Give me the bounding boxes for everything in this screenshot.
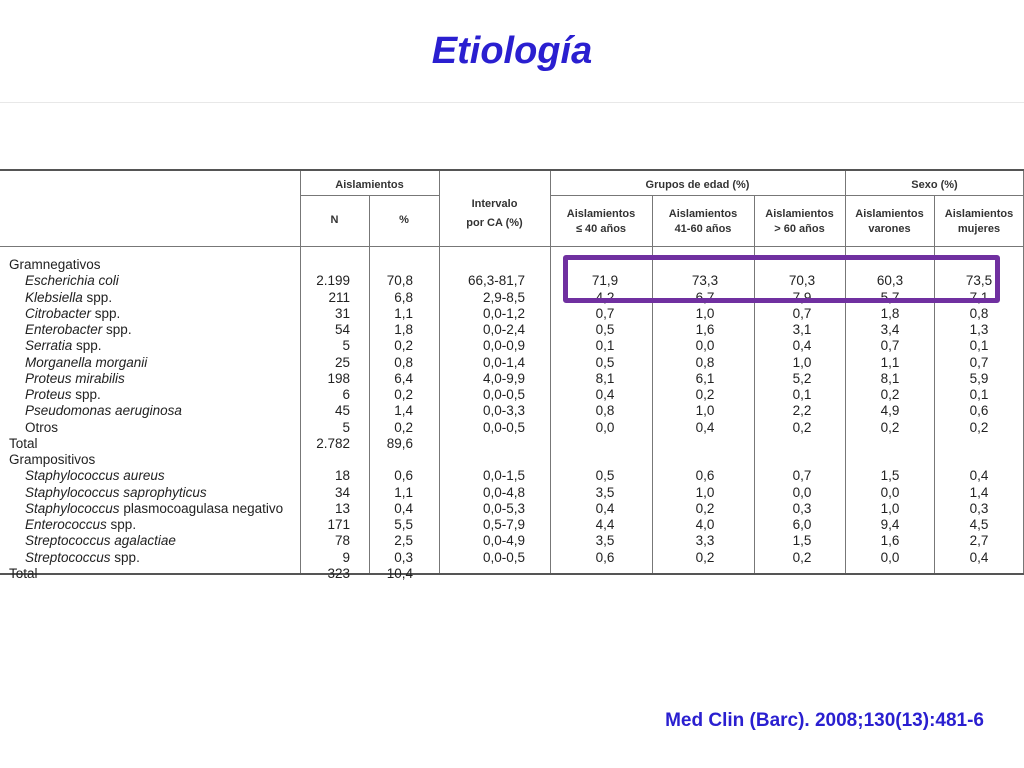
highlight-box [563,255,1000,303]
cell-ci: 0,0-0,5 [482,387,525,402]
cell-a4160: 4,0 [695,517,715,532]
organism-name-main: Citrobacter [25,305,92,321]
cell-a40 [550,436,660,452]
cell-a40: 0,8 [595,403,615,419]
cell-ci: 0,0-0,5 [482,549,525,565]
cell-a60: 7,9 [792,289,812,305]
header-mujeres [934,207,1024,237]
cell-a40: 0,1 [595,338,615,354]
organism-name [9,436,299,452]
cell-n: 323 [327,565,350,581]
cell-pct: 89,6 [386,435,413,451]
cell-n: 54 [334,322,350,337]
cell-var: 8,1 [880,370,900,386]
cell-var [845,436,935,452]
cell-n: 18 [334,468,350,484]
organism-name-main: Gramnegativos [9,257,101,272]
header-line: Aislamientos [566,208,636,220]
organism-name [9,533,299,549]
cell-a4160: 0,2 [695,500,715,516]
cell-a40: 3,5 [595,533,615,549]
cell-a60: 0,2 [792,419,812,435]
cell-a40: 0,6 [595,549,615,565]
cell-a4160: 1,0 [695,305,715,321]
organism-name [9,387,299,403]
cell-a4160 [652,452,758,468]
header-age-60 [754,207,845,237]
cell-a4160: 73,3 [691,273,719,289]
organism-name-main: Total [9,435,38,451]
cell-pct: 1,1 [394,305,413,321]
cell-muj: 2,7 [969,533,989,549]
cell-a4160: 3,3 [695,533,715,549]
cell-a4160: 0,2 [695,549,715,565]
header-line: mujeres [957,223,1001,235]
header-line: Aislamientos [855,208,924,220]
organism-name-main: Enterococcus [25,517,107,532]
header-line: Aislamientos [765,208,834,220]
organism-name-suffix: spp. [110,549,140,565]
cell-pct: 1,8 [394,322,413,337]
cell-ci: 66,3-81,7 [467,273,525,289]
header-grupos-edad: Grupos de edad (%) [645,179,750,191]
cell-a60: 70,3 [788,273,816,289]
cell-a40 [550,452,660,468]
cell-muj: 5,9 [969,370,989,386]
cell-n: 34 [334,484,350,500]
cell-ci: 0,0-1,2 [482,305,525,321]
cell-var: 3,4 [880,322,900,337]
cell-pct: 6,8 [394,289,413,305]
cell-n [300,452,350,468]
organism-name-suffix: spp. [91,305,121,321]
cell-ci [439,257,525,273]
cell-n: 31 [334,305,350,321]
organism-name [9,550,299,566]
cell-ci: 0,0-0,5 [482,419,525,435]
cell-pct: 70,8 [386,273,413,289]
cell-ci: 0,0-5,3 [482,500,525,516]
cell-pct: 0,8 [394,354,413,370]
cell-n: 13 [334,500,350,516]
cell-ci: 0,5-7,9 [482,517,525,532]
cell-a40: 0,4 [595,500,615,516]
organism-name [9,468,299,484]
cell-pct: 2,5 [394,533,413,549]
age-40-column [550,257,660,582]
cell-a40: 4,4 [595,517,615,532]
cell-muj: 0,7 [969,354,989,370]
organism-name-main: Total [9,565,38,581]
organism-name-main: Morganella morganii [25,354,148,370]
cell-var: 0,2 [880,419,900,435]
cell-var: 4,9 [880,403,900,419]
cell-n: 6 [342,387,350,402]
cell-ci [439,452,525,468]
cell-muj: 0,1 [969,387,989,402]
cell-muj: 0,2 [969,419,989,435]
cell-ci: 0,0-2,4 [482,322,525,337]
organism-name [9,273,299,289]
divider [0,246,1024,247]
organism-name-main: Pseudomonas aeruginosa [25,403,182,419]
cell-a40: 0,5 [595,468,615,484]
cell-n: 9 [342,549,350,565]
cell-var: 1,5 [880,468,900,484]
cell-muj: 4,5 [969,517,989,532]
cell-var: 0,2 [880,387,900,402]
cell-var [845,452,935,468]
cell-a4160 [652,436,758,452]
mujeres-column [934,257,1024,582]
n-column [300,257,350,582]
cell-pct: 1,4 [394,403,413,419]
cell-ci [439,436,525,452]
cell-a4160: 1,6 [695,322,715,337]
organism-name [9,371,299,387]
cell-a40: 0,5 [595,354,615,370]
slide-title: Etiología [431,30,593,72]
organism-name [9,452,299,468]
organism-name-main: Otros [25,419,59,435]
cell-pct: 6,4 [394,370,413,386]
cell-muj: 1,3 [969,322,989,337]
cell-ci: 2,9-8,5 [482,289,525,305]
organism-name-main: Enterobacter [25,322,103,337]
cell-muj: 0,4 [969,468,989,484]
header-aislamientos: Aislamientos [335,179,404,191]
cell-a40: 0,4 [595,387,615,402]
varones-column [845,257,935,582]
divider [550,195,1024,196]
age-60-column [754,257,850,582]
cell-muj [934,566,1024,582]
cell-pct [369,452,413,468]
cell-a60: 0,0 [792,484,812,500]
cell-a40: 8,1 [595,370,615,386]
cell-var: 5,7 [880,289,900,305]
organism-column [9,257,299,582]
cell-a4160: 0,4 [695,419,715,435]
organism-name-main: Proteus [25,387,72,402]
cell-n: 2.782 [316,435,350,451]
divider [300,195,439,196]
header-intervalo [439,197,550,231]
cell-var: 0,0 [880,484,900,500]
cell-a4160 [652,566,758,582]
cell-pct: 0,2 [394,419,413,435]
organism-name-main: Streptococcus agalactiae [25,533,176,549]
cell-pct: 0,2 [394,338,413,354]
cell-n: 78 [334,533,350,549]
header-pct: % [399,214,409,226]
organism-name [9,355,299,371]
header-intervalo-line1: Intervalo [471,198,518,210]
cell-pct [369,257,413,273]
organism-name-main: Escherichia coli [25,273,119,289]
cell-n: 2.199 [316,273,350,289]
cell-a60: 6,0 [792,517,812,532]
cell-var: 0,7 [880,338,900,354]
cell-a40: 0,7 [595,305,615,321]
cell-a60: 0,7 [792,305,812,321]
cell-a60: 3,1 [792,322,812,337]
cell-var: 1,6 [880,533,900,549]
cell-muj: 0,8 [969,305,989,321]
cell-a60: 1,0 [792,354,812,370]
cell-a4160: 0,2 [695,387,715,402]
organism-name [9,322,299,338]
cell-muj: 0,3 [969,500,989,516]
cell-n [300,257,350,273]
cell-muj: 73,5 [965,273,993,289]
cell-var [845,566,935,582]
cell-n: 25 [334,354,350,370]
cell-ci: 0,0-1,4 [482,354,525,370]
cell-pct: 0,2 [394,387,413,402]
header-intervalo-line2: por CA (%) [466,217,523,229]
organism-name-main: Streptococcus [25,549,111,565]
organism-name-main: Proteus mirabilis [25,370,125,386]
cell-a40: 3,5 [595,484,615,500]
cell-a60: 0,4 [792,338,812,354]
organism-name-suffix: spp. [82,289,113,305]
cell-n: 171 [327,517,350,532]
cell-a4160: 0,0 [695,338,715,354]
cell-a4160: 1,0 [695,484,715,500]
header-line: Aislamientos [944,208,1014,220]
cell-var: 9,4 [880,517,900,532]
organism-name-main: Grampositivos [9,452,96,467]
organism-name [9,420,299,436]
cell-a4160: 6,1 [695,370,715,386]
cell-muj: 7,1 [969,289,989,305]
organism-name [9,338,299,354]
cell-var: 1,1 [880,354,900,370]
cell-a60: 0,7 [792,468,812,484]
cell-var: 0,0 [880,549,900,565]
organism-name-main: Staphylococcus [25,500,120,516]
etiology-table [0,169,1024,581]
cell-a40: 0,5 [595,322,615,337]
organism-name-suffix: spp. [71,387,101,402]
cell-a4160: 6,7 [695,289,715,305]
header-line: ≤ 40 años [575,223,627,235]
organism-name [9,566,299,582]
header-age-40 [550,207,652,237]
organism-name-main: Staphylococcus saprophyticus [25,484,207,500]
cell-a60: 0,1 [792,387,812,402]
cell-pct: 10,4 [386,565,413,581]
cell-n: 198 [327,370,350,386]
organism-name-main: Klebsiella [25,289,83,305]
cell-a4160: 0,6 [695,468,715,484]
cell-a40: 71,9 [591,273,619,289]
organism-name [9,517,299,533]
age-41-60-column [652,257,758,582]
cell-a40: 4,2 [595,289,615,305]
cell-muj: 0,1 [969,338,989,354]
organism-name [9,501,299,517]
cell-ci [439,566,525,582]
cell-pct: 0,6 [394,468,413,484]
organism-name [9,485,299,501]
organism-name-suffix: spp. [72,338,102,354]
header-sexo: Sexo (%) [911,179,958,191]
header-line: 41-60 años [674,223,732,235]
cell-a60: 0,2 [792,549,812,565]
cell-a60 [754,452,850,468]
cell-a60: 5,2 [792,370,812,386]
cell-a40: 0,0 [595,419,615,435]
header-n: N [330,214,339,226]
citation: Med Clin (Barc). 2008;130(13):481-6 [665,710,984,731]
header-line: > 60 años [774,223,825,235]
cell-a4160: 1,0 [695,403,715,419]
cell-var: 1,0 [880,500,900,516]
organism-name-suffix: spp. [106,517,137,532]
organism-name [9,306,299,322]
cell-a60: 1,5 [792,533,812,549]
pct-column [369,257,413,582]
header-line: varones [868,223,911,235]
cell-pct: 1,1 [394,484,413,500]
cell-ci: 0,0-3,3 [482,403,525,419]
cell-muj: 1,4 [969,484,989,500]
cell-a60: 2,2 [792,403,812,419]
organism-name [9,257,299,273]
cell-var: 1,8 [880,305,900,321]
cell-pct: 0,3 [394,549,413,565]
cell-a60 [754,566,850,582]
header-line: Aislamientos [668,208,738,220]
cell-muj: 0,6 [969,403,989,419]
organism-name-suffix: plasmocoagulasa negativo [119,500,284,516]
header-age-41-60 [652,207,754,237]
cell-a60: 0,3 [792,500,812,516]
cell-a40 [550,566,660,582]
cell-pct: 0,4 [394,500,413,516]
cell-ci: 0,0-1,5 [482,468,525,484]
organism-name-main: Staphylococcus aureus [25,468,165,484]
cell-a60 [754,436,850,452]
title-bar [0,0,1024,103]
cell-ci: 4,0-9,9 [482,370,525,386]
cell-n: 5 [342,338,350,354]
organism-name [9,403,299,419]
cell-n: 211 [328,289,350,305]
organism-name [9,290,299,306]
interval-column [439,257,525,582]
cell-var: 60,3 [876,273,904,289]
organism-name-suffix: spp. [102,322,132,337]
cell-a4160: 0,8 [695,354,715,370]
cell-ci: 0,0-4,8 [482,484,525,500]
organism-name-main: Serratia [25,338,73,354]
cell-muj [934,452,1024,468]
cell-ci: 0,0-0,9 [482,338,525,354]
cell-n: 45 [334,403,350,419]
header-varones [845,207,934,237]
cell-n: 5 [342,419,350,435]
cell-pct: 5,5 [394,517,413,532]
cell-ci: 0,0-4,9 [482,533,525,549]
cell-muj [934,436,1024,452]
cell-muj: 0,4 [969,549,989,565]
